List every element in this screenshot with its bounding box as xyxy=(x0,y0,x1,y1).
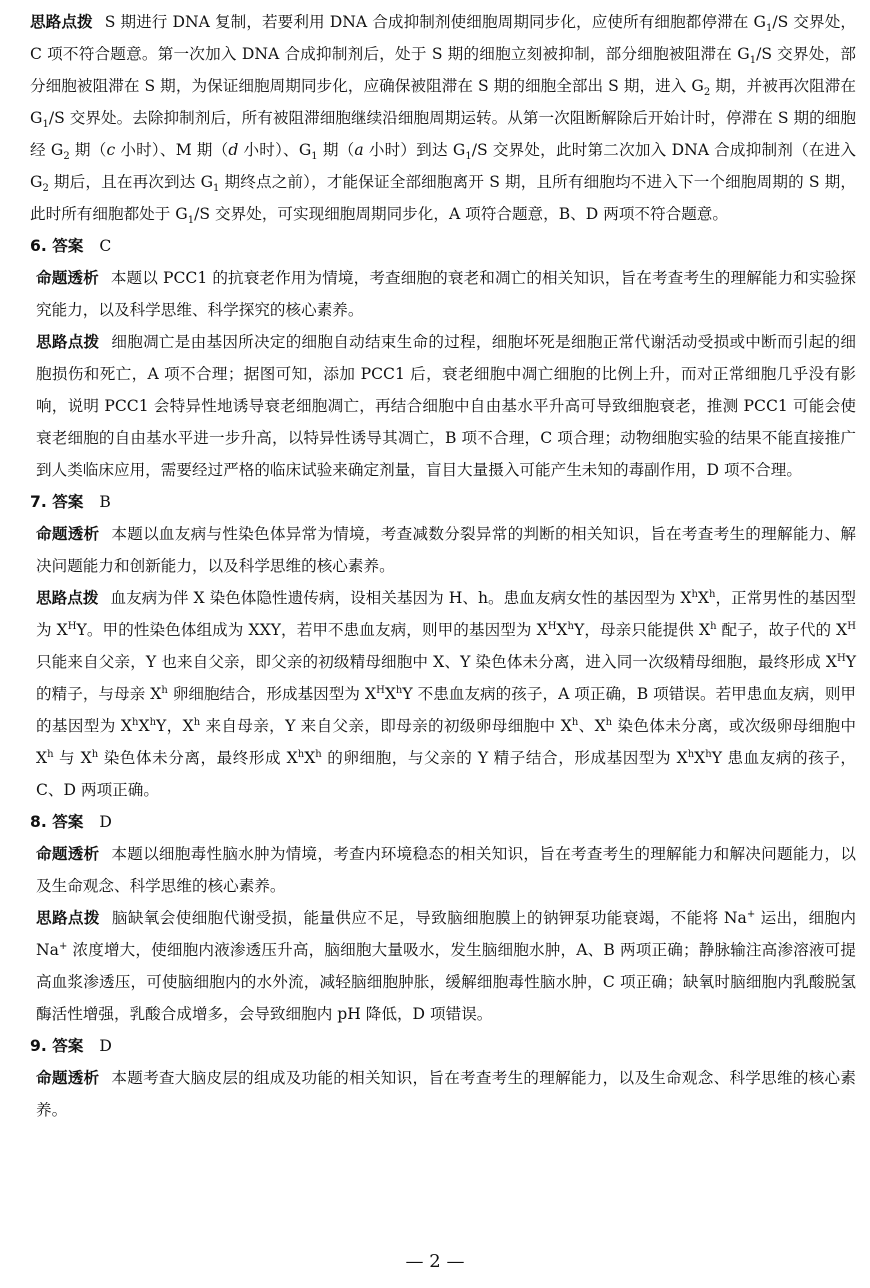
section-label: 思路点拨 xyxy=(30,13,93,31)
question-number: 9. xyxy=(30,1037,53,1055)
answer-line xyxy=(30,230,856,262)
page-number: — 2 — xyxy=(405,1251,465,1272)
section-label: 思路点拨 xyxy=(36,333,100,351)
paragraph-text: 本题考查大脑皮层的组成及功能的相关知识，旨在考查考生的理解能力，以及生命观念、科学思维的核心素养。 xyxy=(36,1069,856,1119)
analysis-paragraph xyxy=(30,518,856,582)
section-label: 命题透析 xyxy=(36,845,100,863)
answer-line xyxy=(30,1030,856,1062)
section-label: 思路点拨 xyxy=(36,909,100,927)
answer-value: C xyxy=(99,237,112,255)
paragraph-text: 本题以血友病与性染色体异常为情境，考查减数分裂异常的判断的相关知识，旨在考查考生的理解能力、解决问题能力和创新能力，以及科学思维的核心素养。 xyxy=(36,525,856,575)
answer-value: D xyxy=(99,1037,112,1055)
solution-paragraph xyxy=(30,6,856,230)
paragraph-text: 脑缺氧会使细胞代谢受损，能量供应不足，导致脑细胞膜上的钠钾泵功能衰竭，不能将 Na+ 运出，细胞内 Na+ 浓度增大，使细胞内液渗透压升高，脑细胞大量吸水，发生脑细胞水肿，A、B 两项正确；静脉输注高渗溶液可提高血浆渗透压，可使脑细胞内的水外流，减轻脑细胞肿胀，缓解细胞毒性脑水肿，C 项正确；缺氧时脑细胞内乳酸脱氢酶活性增强，乳酸合成增多，会导致细胞内 pH 降低，D 项错误。 xyxy=(36,908,856,1023)
paragraph-text: 本题以 PCC1 的抗衰老作用为情境，考查细胞的衰老和凋亡的相关知识，旨在考查考生的理解能力和实验探究能力，以及科学思维、科学探究的核心素养。 xyxy=(36,269,856,319)
section-label: 命题透析 xyxy=(36,269,99,287)
answer-label: 答案 xyxy=(52,493,84,511)
answer-value: D xyxy=(99,813,112,831)
paragraph-text: S 期进行 DNA 复制，若要利用 DNA 合成抑制剂使细胞周期同步化，应使所有细胞都停滞在 $G_1/S$ 交界处，C 项不符合题意。第一次加入 DNA 合成抑制剂后，处于 S 期的细胞立刻被抑制，部分细胞被阻滞在 $G_1/S$ 交界处，部分细胞被阻滞在 S 期，为保证细胞周期同步化，应确保被阻滞在 S 期的细胞全部出 S 期，进入 $G_2$ 期，并被再次阻滞在 $G_1/S$ 交界处。去除抑制剂后，所有被阻滞细胞继续沿细胞周期运转。从第一次阻断解除后开始计时，停滞在 S 期的细胞经 $G_2$ 期（c 小时）、M 期（d 小时）、$G_1$ 期（a 小时）到达 $G_1/S$ 交界处，此时第二次加入 DNA 合成抑制剂（在进入 $G_2$ 期后，且在再次到达 $G_1$ 期终点之前），才能保证全部细胞离开 S 期，且所有细胞均不进入下一个细胞周期的 S 期，此时所有细胞都处于 $G_1/S$ 交界处，可实现细胞周期同步化，A 项符合题意，B、D 两项不符合题意。 xyxy=(30,13,856,227)
solution-paragraph xyxy=(30,582,856,806)
answer-value: B xyxy=(99,493,111,511)
section-label: 命题透析 xyxy=(36,1069,100,1087)
analysis-paragraph xyxy=(30,262,856,326)
answer-line xyxy=(30,806,856,838)
paragraph-text: 本题以细胞毒性脑水肿为情境，考查内环境稳态的相关知识，旨在考查考生的理解能力和解决问题能力，以及生命观念、科学思维的核心素养。 xyxy=(36,845,856,895)
solution-paragraph xyxy=(30,902,856,1030)
section-label: 思路点拨 xyxy=(36,589,99,607)
analysis-paragraph xyxy=(30,838,856,902)
document-body xyxy=(30,6,856,1126)
analysis-paragraph xyxy=(30,1062,856,1126)
answer-line xyxy=(30,486,856,518)
solution-paragraph xyxy=(30,326,856,486)
answer-label: 答案 xyxy=(52,1037,84,1055)
question-number: 6. xyxy=(30,237,53,255)
paragraph-text: 血友病为伴 X 染色体隐性遗传病，设相关基因为 H、h。患血友病女性的基因型为 $X^hX^h$，正常男性的基因型为 $X^HY$。甲的性染色体组成为 XXY，若甲不患血友病，则甲的基因型为 $X^HX^hY$，母亲只能提供 $X^h$ 配子，故子代的 $X^H$ 只能来自父亲，Y 也来自父亲，即父亲的初级精母细胞中 X、Y 染色体未分离，进入同一次级精母细胞，最终形成 $X^HY$ 的精子，与母亲 $X^h$ 卵细胞结合，形成基因型为 $X^HX^hY$ 不患血友病的孩子，A 项正确，B 项错误。若甲患血友病，则甲的基因型为 $X^hX^hY$，$X^h$ 来自母亲，Y 来自父亲，即母亲的初级卵母细胞中 $X^h$、$X^h$ 染色体未分离，或次级卵母细胞中 $X^h$ 与 $X^h$ 染色体未分离，最终形成 $X^hX^h$ 的卵细胞，与父亲的 Y 精子结合，形成基因型为 $X^hX^hY$ 患血友病的孩子，C、D 两项正确。 xyxy=(36,588,857,799)
question-number: 8. xyxy=(30,813,53,831)
section-label: 命题透析 xyxy=(36,525,100,543)
answer-label: 答案 xyxy=(52,813,84,831)
answer-label: 答案 xyxy=(52,237,84,255)
question-number: 7. xyxy=(30,493,53,511)
paragraph-text: 细胞凋亡是由基因所决定的细胞自动结束生命的过程，细胞坏死是细胞正常代谢活动受损或中断而引起的细胞损伤和死亡，A 项不合理；据图可知，添加 PCC1 后，衰老细胞中凋亡细胞的比例上升，而对正常细胞几乎没有影响，说明 PCC1 会特异性地诱导衰老细胞凋亡，再结合细胞中自由基水平升高可导致细胞衰老，推测 PCC1 可能会使衰老细胞的自由基水平进一步升高，以特异性诱导其凋亡，B 项不合理，C 项合理；动物细胞实验的结果不能直接推广到人类临床应用，需要经过严格的临床试验来确定剂量，盲目大量摄入可能产生未知的毒副作用，D 项不合理。 xyxy=(36,333,856,479)
